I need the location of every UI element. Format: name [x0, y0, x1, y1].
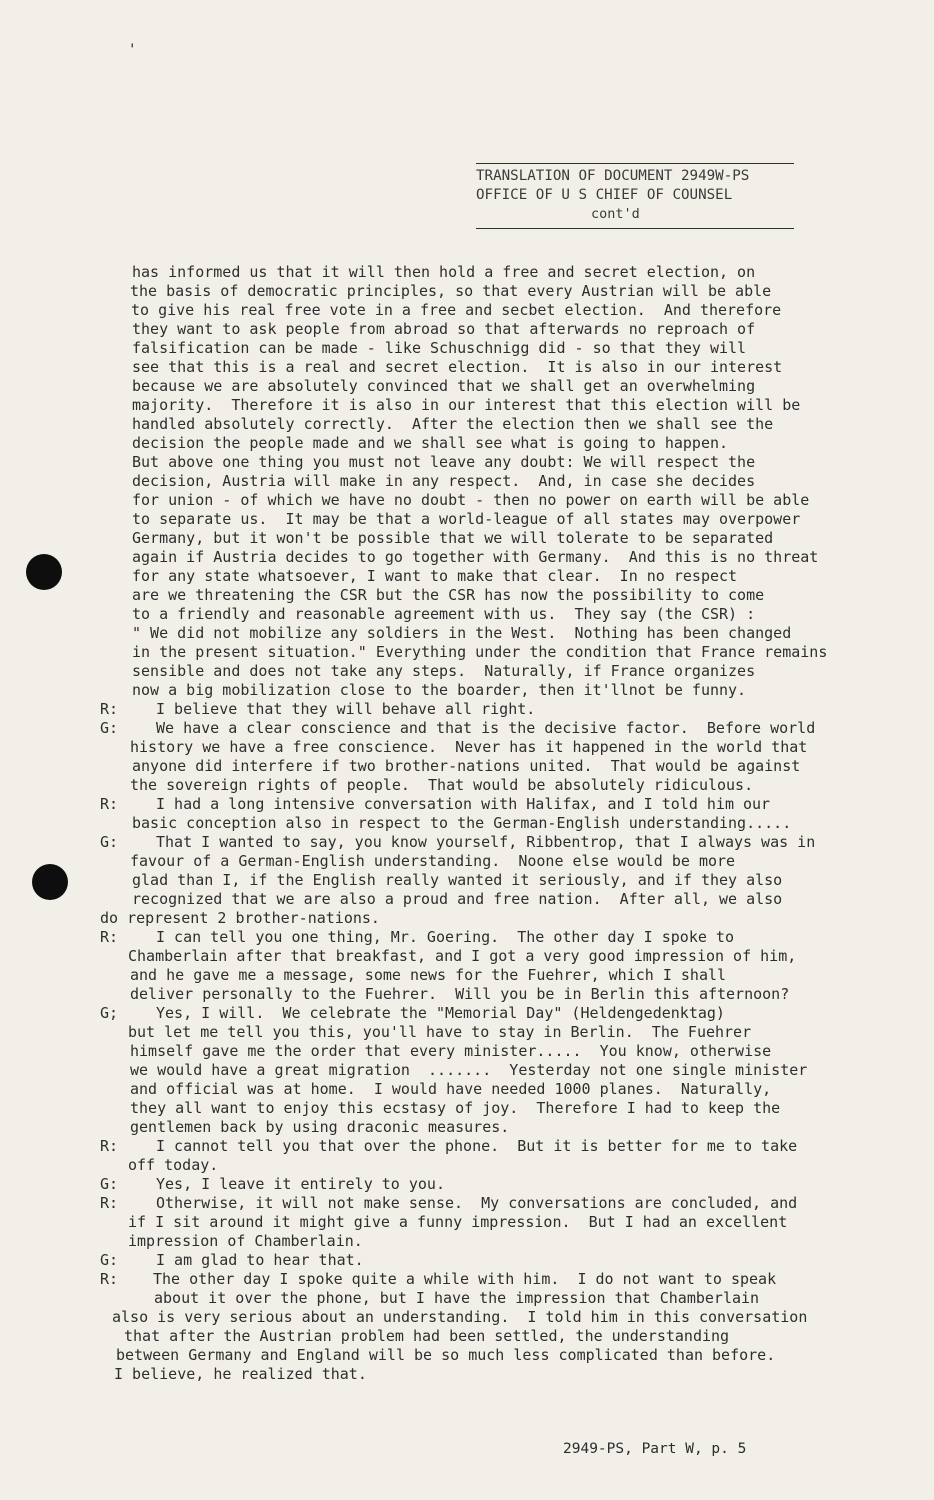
line-text: has informed us that it will then hold a free and secret election, on — [132, 263, 756, 281]
line-text: in the present situation." Everything under the condition that France remains — [132, 643, 828, 661]
line-text: to separate us. It may be that a world-league of all states may overpower — [132, 510, 801, 528]
transcript-line — [100, 1080, 890, 1099]
page-reference: 2949-PS, Part W, p. 5 — [563, 1441, 747, 1457]
transcript-line — [100, 814, 890, 833]
line-text: they want to ask people from abroad so that afterwards no reproach of — [132, 320, 756, 338]
line-text: I believe, he realized that. — [114, 1365, 367, 1383]
speaker-label: G: — [100, 719, 119, 737]
line-text: handled absolutely correctly. After the election then we shall see the — [132, 415, 774, 433]
line-text: about it over the phone, but I have the impression that Chamberlain — [154, 1289, 760, 1307]
transcript-line — [100, 1232, 890, 1251]
transcript-line — [100, 985, 890, 1004]
line-text: between Germany and England will be so much less complicated than before. — [116, 1346, 776, 1364]
line-text: favour of a German-English understanding. Noone else would be more — [130, 852, 736, 870]
line-text: off today. — [128, 1156, 219, 1174]
transcript-line — [100, 833, 890, 852]
line-text: and official was at home. I would have needed 1000 planes. Naturally, — [130, 1080, 772, 1098]
transcript-line — [100, 548, 890, 567]
transcript-body — [100, 263, 890, 1384]
speaker-label: G: — [100, 1251, 119, 1269]
line-text: to give his real free vote in a free and secbet election. And therefore — [131, 301, 782, 319]
line-text: and he gave me a message, some news for the Fuehrer, which I shall — [130, 966, 727, 984]
transcript-line — [100, 776, 890, 795]
line-text: Chamberlain after that breakfast, and I got a very good impression of him, — [128, 947, 797, 965]
punch-hole — [26, 554, 62, 590]
speaker-label: G: — [100, 833, 119, 851]
line-text: if I sit around it might give a funny impression. But I had an excellent — [128, 1213, 788, 1231]
transcript-line — [100, 928, 890, 947]
speaker-label: R: — [100, 700, 119, 718]
line-text: impression of Chamberlain. — [128, 1232, 363, 1250]
transcript-line — [100, 1251, 890, 1270]
transcript-line — [100, 1023, 890, 1042]
line-text: We have a clear conscience and that is the decisive factor. Before world — [156, 719, 816, 737]
transcript-line — [100, 320, 890, 339]
transcript-line — [100, 358, 890, 377]
transcript-line — [100, 1004, 890, 1023]
line-text: deliver personally to the Fuehrer. Will you be in Berlin this afternoon? — [130, 985, 790, 1003]
line-text: I am glad to hear that. — [156, 1251, 364, 1269]
line-text: we would have a great migration ....... Yesterday not one single minister — [130, 1061, 808, 1079]
line-text: are we threatening the CSR but the CSR has now the possibility to come — [132, 586, 765, 604]
line-text: anyone did interfere if two brother-nations united. That would be against — [132, 757, 801, 775]
line-text: for any state whatsoever, I want to make that clear. In no respect — [132, 567, 738, 585]
transcript-line — [100, 890, 890, 909]
transcript-line — [100, 757, 890, 776]
transcript-line — [100, 966, 890, 985]
transcript-line — [100, 491, 890, 510]
transcript-line — [100, 1289, 890, 1308]
line-text: see that this is a real and secret election. It is also in our interest — [132, 358, 783, 376]
line-text: majority. Therefore it is also in our interest that this election will be — [132, 396, 801, 414]
transcript-line — [100, 1137, 890, 1156]
line-text: decision, Austria will make in any respect. And, in case she decides — [132, 472, 756, 490]
line-text: decision the people made and we shall see what is going to happen. — [132, 434, 729, 452]
transcript-line — [100, 624, 890, 643]
speaker-label: R: — [100, 1194, 119, 1212]
transcript-line — [100, 377, 890, 396]
transcript-line — [100, 434, 890, 453]
transcript-line — [100, 586, 890, 605]
speaker-label: R: — [100, 928, 119, 946]
line-text: himself gave me the order that every minister..... You know, otherwise — [130, 1042, 772, 1060]
line-text: now a big mobilization close to the boarder, then it'llnot be funny. — [132, 681, 747, 699]
line-text: because we are absolutely convinced that we shall get an overwhelming — [132, 377, 756, 395]
speaker-label: G: — [100, 1175, 119, 1193]
transcript-line — [100, 681, 890, 700]
transcript-line — [100, 282, 890, 301]
header-title: TRANSLATION OF DOCUMENT 2949W-PS — [476, 168, 750, 184]
transcript-line — [100, 1118, 890, 1137]
transcript-line — [100, 510, 890, 529]
transcript-line — [100, 662, 890, 681]
header-office: OFFICE OF U S CHIEF OF COUNSEL — [476, 187, 733, 203]
transcript-line — [100, 719, 890, 738]
transcript-line — [100, 1327, 890, 1346]
line-text: that after the Austrian problem had been settled, the understanding — [124, 1327, 730, 1345]
transcript-line — [100, 700, 890, 719]
transcript-line — [100, 529, 890, 548]
line-text: they all want to enjoy this ecstasy of joy. Therefore I had to keep the — [130, 1099, 781, 1117]
transcript-line — [100, 871, 890, 890]
line-text: Germany, but it won't be possible that we will tolerate to be separated — [132, 529, 774, 547]
transcript-line — [100, 1061, 890, 1080]
line-text: but let me tell you this, you'll have to stay in Berlin. The Fuehrer — [128, 1023, 752, 1041]
line-text: the basis of democratic principles, so that every Austrian will be able — [130, 282, 772, 300]
transcript-line — [100, 1308, 890, 1327]
transcript-line — [100, 567, 890, 586]
header-continued: cont'd — [591, 206, 640, 222]
line-text: But above one thing you must not leave any doubt: We will respect the — [132, 453, 756, 471]
line-text: I had a long intensive conversation with Halifax, and I told him our — [156, 795, 771, 813]
line-text: I believe that they will behave all right. — [156, 700, 536, 718]
transcript-line — [100, 263, 890, 282]
line-text: glad than I, if the English really wanted it seriously, and if they also — [132, 871, 783, 889]
transcript-line — [100, 472, 890, 491]
line-text: That I wanted to say, you know yourself, Ribbentrop, that I always was in — [156, 833, 816, 851]
line-text: history we have a free conscience. Never has it happened in the world that — [130, 738, 808, 756]
transcript-line — [100, 738, 890, 757]
transcript-line — [100, 605, 890, 624]
transcript-line — [100, 1042, 890, 1061]
transcript-line — [100, 1175, 890, 1194]
line-text: for union - of which we have no doubt - then no power on earth will be able — [132, 491, 810, 509]
transcript-line — [100, 339, 890, 358]
transcript-line — [100, 1213, 890, 1232]
transcript-line — [100, 852, 890, 871]
speaker-label: G; — [100, 1004, 119, 1022]
speaker-label: R: — [100, 1137, 119, 1155]
line-text: Otherwise, it will not make sense. My conversations are concluded, and — [156, 1194, 798, 1212]
transcript-line — [100, 947, 890, 966]
line-text: falsification can be made - like Schuschnigg did - so that they will — [132, 339, 747, 357]
punch-hole — [32, 864, 68, 900]
line-text: also is very serious about an understanding. I told him in this conversation — [112, 1308, 808, 1326]
line-text: do represent 2 brother-nations. — [100, 909, 380, 927]
line-text: to a friendly and reasonable agreement with us. They say (the CSR) : — [132, 605, 756, 623]
transcript-line — [100, 909, 890, 928]
transcript-line — [100, 453, 890, 472]
line-text: I cannot tell you that over the phone. But it is better for me to take — [156, 1137, 798, 1155]
transcript-line — [100, 1099, 890, 1118]
line-text: again if Austria decides to go together with Germany. And this is no threat — [132, 548, 819, 566]
transcript-line — [100, 643, 890, 662]
line-text: sensible and does not take any steps. Naturally, if France organizes — [132, 662, 756, 680]
speaker-label: R: — [100, 1270, 119, 1288]
speaker-label: R: — [100, 795, 119, 813]
transcript-line — [100, 1346, 890, 1365]
transcript-line — [100, 1156, 890, 1175]
transcript-line — [100, 415, 890, 434]
transcript-line — [100, 1194, 890, 1213]
line-text: Yes, I leave it entirely to you. — [156, 1175, 445, 1193]
line-text: gentlemen back by using draconic measures. — [130, 1118, 510, 1136]
transcript-line — [100, 1270, 890, 1289]
line-text: Yes, I will. We celebrate the "Memorial Day" (Heldengedenktag) — [156, 1004, 725, 1022]
transcript-line — [100, 1365, 890, 1384]
line-text: recognized that we are also a proud and free nation. After all, we also — [132, 890, 783, 908]
line-text: " We did not mobilize any soldiers in the West. Nothing has been changed — [132, 624, 792, 642]
line-text: I can tell you one thing, Mr. Goering. The other day I spoke to — [156, 928, 734, 946]
transcript-line — [100, 396, 890, 415]
line-text: The other day I spoke quite a while with him. I do not want to speak — [153, 1270, 777, 1288]
transcript-line — [100, 795, 890, 814]
page-mark: ' — [128, 42, 137, 58]
line-text: the sovereign rights of people. That would be absolutely ridiculous. — [130, 776, 754, 794]
transcript-line — [100, 301, 890, 320]
line-text: basic conception also in respect to the German-English understanding..... — [132, 814, 792, 832]
document-header — [476, 163, 794, 229]
